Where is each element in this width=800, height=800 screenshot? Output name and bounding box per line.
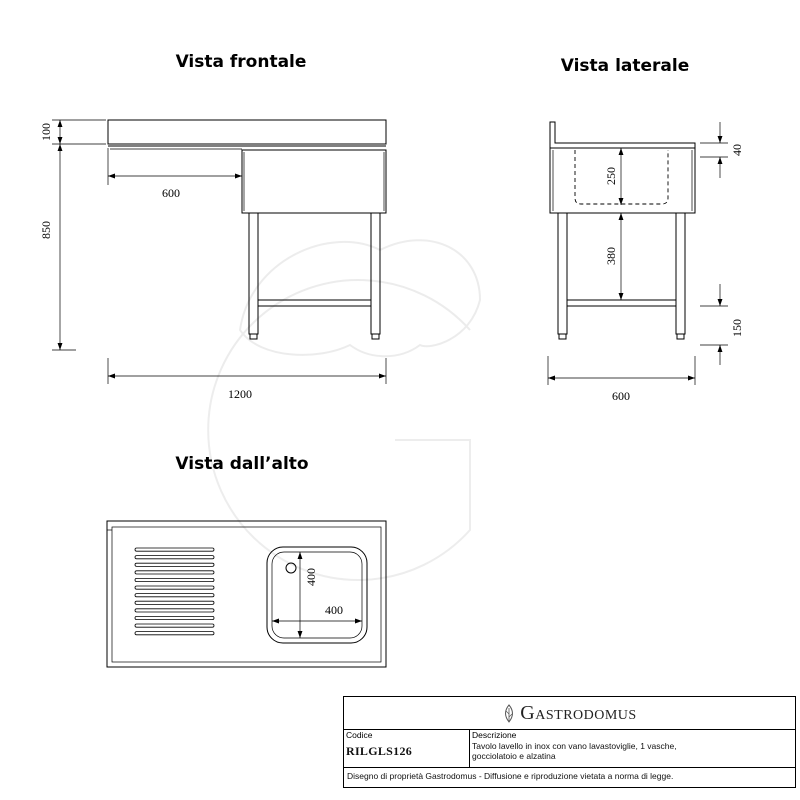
drainboard-grooves bbox=[135, 548, 214, 635]
brand-name: Gastrodomus bbox=[520, 701, 637, 724]
drainboard-groove bbox=[135, 586, 214, 589]
front-leg-right bbox=[371, 213, 380, 334]
side-basin-box bbox=[550, 148, 695, 213]
side-view bbox=[548, 56, 744, 403]
side-basin-hidden bbox=[575, 150, 668, 204]
side-leg-right bbox=[676, 213, 685, 334]
front-worktop bbox=[108, 120, 386, 144]
copyright-footer: Disegno di proprietà Gastrodomus - Diffusione e riproduzione vietata a norma di legge. bbox=[347, 771, 674, 781]
top-basin bbox=[267, 547, 367, 643]
dim-side-basin-depth: 250 bbox=[604, 167, 618, 185]
description-value: Tavolo lavello in inox con vano lavastoviglie, 1 vasche, gocciolatoio e alzatina bbox=[472, 741, 677, 761]
drainboard-groove bbox=[135, 556, 214, 559]
drainboard-groove bbox=[135, 624, 214, 627]
drainboard-groove bbox=[135, 594, 214, 597]
description-cell bbox=[470, 730, 795, 767]
front-basin-box bbox=[242, 150, 386, 213]
top-view-title: Vista dall’alto bbox=[175, 454, 309, 474]
front-leg-left bbox=[249, 213, 258, 334]
leaf-logo-icon bbox=[502, 702, 516, 724]
dim-side-depth-total: 600 bbox=[612, 389, 630, 403]
dim-top-basin-depth: 400 bbox=[304, 568, 318, 586]
side-upstand bbox=[550, 122, 695, 148]
top-view bbox=[107, 454, 386, 667]
brand-logo bbox=[344, 697, 795, 730]
dim-front-dishwasher-width: 600 bbox=[162, 186, 180, 200]
drainboard-groove bbox=[135, 632, 214, 635]
front-view bbox=[39, 52, 386, 401]
title-block bbox=[343, 696, 796, 788]
code-cell bbox=[344, 730, 470, 767]
dim-side-shelf-height: 150 bbox=[730, 319, 744, 337]
side-shelf-bar bbox=[567, 300, 676, 306]
side-view-title: Vista laterale bbox=[560, 56, 690, 76]
description-label: Descrizione bbox=[472, 730, 517, 740]
drainboard-groove bbox=[135, 578, 214, 581]
drainboard-groove bbox=[135, 571, 214, 574]
drainboard-groove bbox=[135, 563, 214, 566]
drainboard-groove bbox=[135, 601, 214, 604]
dim-side-upstand: 40 bbox=[730, 144, 744, 156]
dim-top-basin-width: 400 bbox=[325, 603, 343, 617]
code-value: RILGLS126 bbox=[346, 744, 413, 758]
dim-side-leg-height: 380 bbox=[604, 247, 618, 265]
dim-front-height-top: 100 bbox=[39, 123, 53, 141]
drainboard-groove bbox=[135, 616, 214, 619]
drainboard-groove bbox=[135, 548, 214, 551]
dim-front-height-total: 850 bbox=[39, 221, 53, 239]
side-leg-left bbox=[558, 213, 567, 334]
dim-front-width-total: 1200 bbox=[228, 387, 252, 401]
front-view-title: Vista frontale bbox=[175, 52, 307, 72]
drainboard-groove bbox=[135, 609, 214, 612]
code-label: Codice bbox=[346, 730, 373, 740]
